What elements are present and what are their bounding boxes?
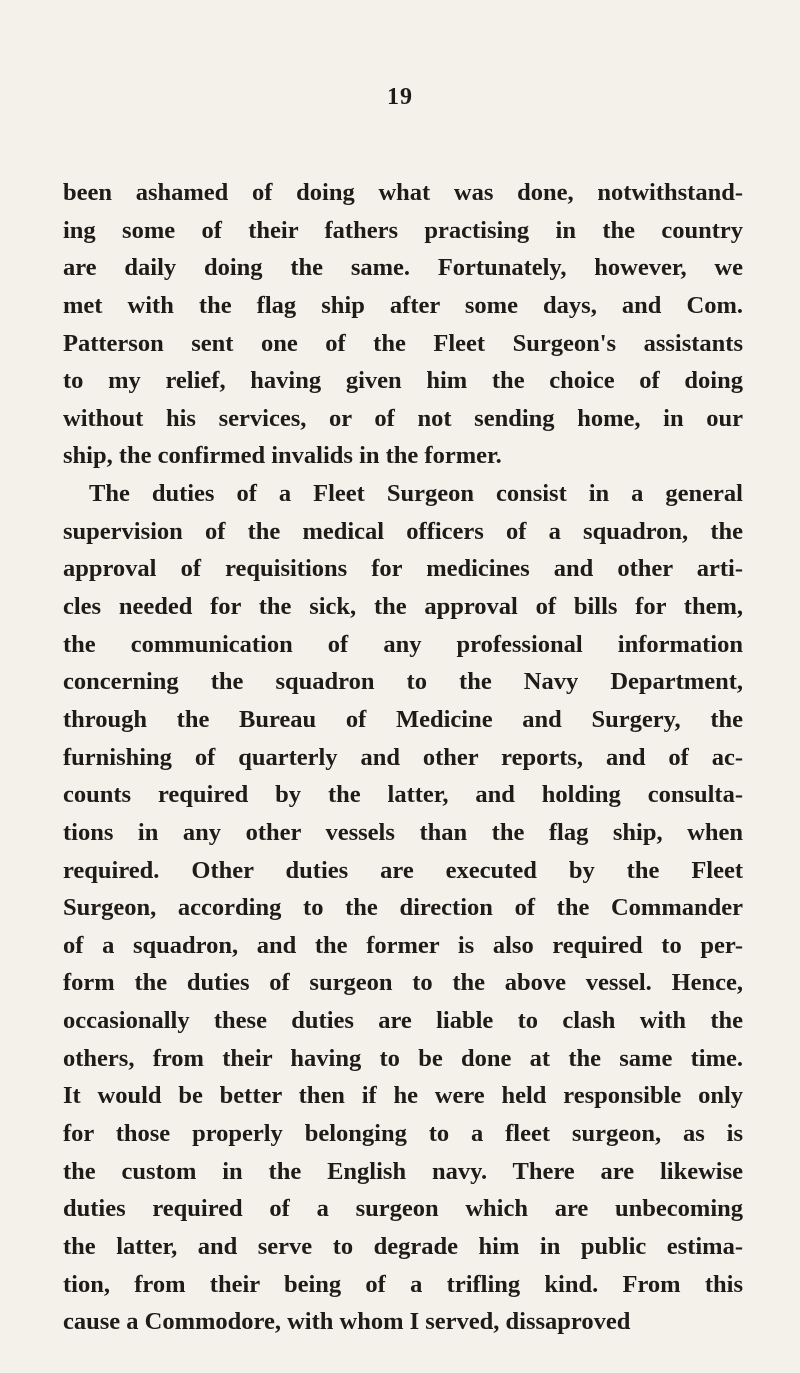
- text-line: without his services, or of not sending home, in our: [63, 404, 743, 432]
- text-line: through the Bureau of Medicine and Surgery, the: [63, 705, 743, 733]
- text-line: Surgeon, according to the direction of the Commander: [63, 894, 743, 922]
- text-line: been ashamed of doing what was done, notwithstand-: [63, 179, 743, 206]
- text-line: Patterson sent one of the Fleet Surgeon's assistants: [63, 329, 743, 357]
- body-text: [63, 174, 743, 1341]
- text-line: to my relief, having given him the choice of doing: [63, 367, 743, 395]
- text-line: tions in any other vessels than the flag ship, when: [63, 818, 743, 846]
- text-line: occasionally these duties are liable to clash with the: [63, 1007, 743, 1035]
- text-line: the custom in the English navy. There are likewise: [63, 1157, 743, 1185]
- text-line: required. Other duties are executed by the Fleet: [63, 856, 743, 884]
- text-line: form the duties of surgeon to the above vessel. Hence,: [63, 969, 743, 997]
- text-line: cles needed for the sick, the approval of bills for them,: [63, 593, 743, 621]
- text-line: ing some of their fathers practising in the country: [63, 216, 743, 244]
- text-line: supervision of the medical officers of a squadron, the: [63, 517, 743, 545]
- text-line: counts required by the latter, and holding consulta-: [63, 781, 743, 809]
- text-line: cause a Commodore, with whom I served, dissaproved: [63, 1308, 631, 1336]
- text-line: ship, the confirmed invalids in the former.: [63, 442, 502, 470]
- text-line: duties required of a surgeon which are unbecoming: [63, 1195, 743, 1223]
- text-line: the communication of any professional information: [63, 630, 743, 658]
- page-number: 19: [387, 84, 413, 110]
- text-line: approval of requisitions for medicines and other arti-: [63, 555, 743, 583]
- text-line: The duties of a Fleet Surgeon consist in a general: [89, 480, 743, 508]
- text-line: others, from their having to be done at the same time.: [63, 1044, 743, 1072]
- text-line: of a squadron, and the former is also required to per-: [63, 931, 743, 959]
- text-line: concerning the squadron to the Navy Department,: [63, 668, 743, 696]
- text-line: furnishing of quarterly and other reports, and of ac-: [63, 743, 743, 771]
- text-line: met with the flag ship after some days, and Com.: [63, 291, 743, 319]
- text-line: It would be better then if he were held responsible only: [63, 1082, 743, 1110]
- text-line: are daily doing the same. Fortunately, however, we: [63, 254, 743, 282]
- text-line: the latter, and serve to degrade him in public estima-: [63, 1232, 743, 1260]
- text-line: for those properly belonging to a fleet surgeon, as is: [63, 1120, 743, 1148]
- text-line: tion, from their being of a trifling kind. From this: [63, 1270, 743, 1298]
